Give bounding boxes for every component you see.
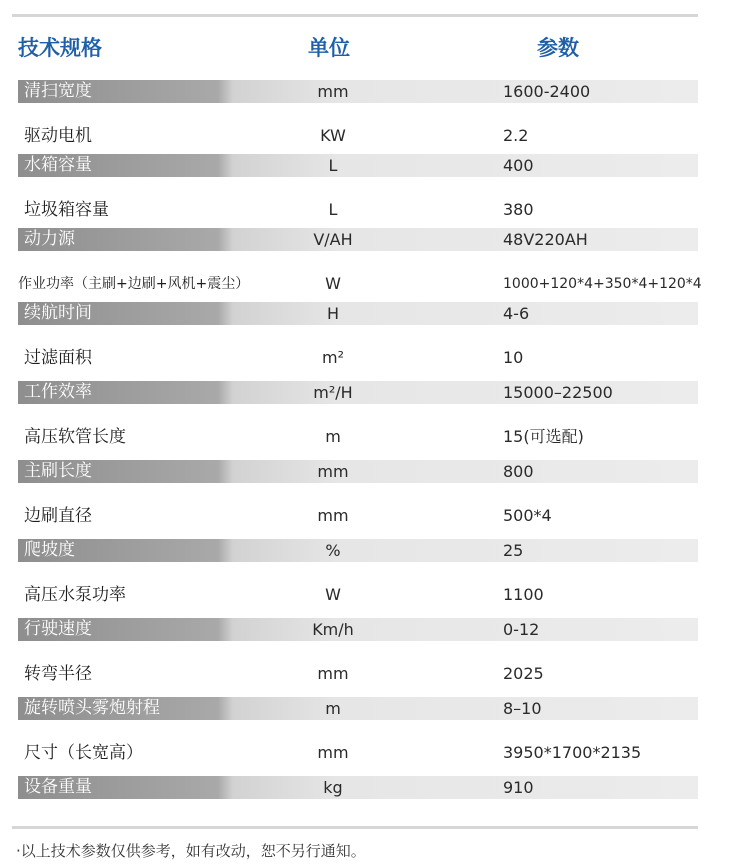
- row-name: 驱动电机: [24, 126, 92, 146]
- row-unit: mm: [317, 743, 349, 762]
- table-row: [0, 575, 742, 617]
- row-name: 转弯半径: [24, 664, 92, 684]
- table-row: [0, 380, 742, 417]
- table-row: [0, 116, 742, 153]
- table-row: [0, 190, 742, 227]
- row-name: 高压软管长度: [24, 427, 126, 447]
- row-value: 1100: [503, 585, 544, 604]
- row-value: 8–10: [503, 699, 542, 718]
- table-row: [0, 654, 742, 696]
- row-value: 15000–22500: [503, 383, 613, 402]
- row-unit: H: [326, 304, 340, 323]
- row-value: 500*4: [503, 506, 552, 525]
- table-row: [0, 696, 742, 733]
- table-row: [0, 153, 742, 190]
- row-value: 3950*1700*2135: [503, 743, 642, 762]
- row-name: 边刷直径: [24, 506, 92, 526]
- row-name: 主刷长度: [24, 461, 92, 481]
- row-name: 高压水泵功率: [24, 585, 126, 605]
- row-name: 水箱容量: [24, 155, 92, 175]
- row-value: 0-12: [503, 620, 540, 639]
- header-spec: 技术规格: [18, 36, 102, 60]
- row-unit: mm: [317, 82, 349, 101]
- row-value: 1600-2400: [503, 82, 591, 101]
- header-param: 参数: [537, 36, 579, 60]
- row-name: 动力源: [24, 229, 75, 249]
- row-name: 旋转喷头雾炮射程: [24, 698, 160, 718]
- bottom-divider: [12, 826, 698, 829]
- table-header: [0, 28, 742, 64]
- row-name: 过滤面积: [24, 348, 92, 368]
- row-name: 尺寸（长宽高）: [24, 743, 143, 763]
- row-value: 15(可选配): [503, 427, 584, 446]
- row-value: 2.2: [503, 126, 529, 145]
- table-row: [0, 79, 742, 116]
- row-name: 清扫宽度: [24, 81, 92, 101]
- table-row: [0, 227, 742, 264]
- footnote: ·以上技术参数仅供参考，如有改动，恕不另行通知。: [16, 842, 366, 860]
- row-value: 910: [503, 778, 534, 797]
- row-name: 续航时间: [24, 303, 92, 323]
- table-row: [0, 617, 742, 654]
- row-unit: Km/h: [312, 620, 354, 639]
- row-value: 25: [503, 541, 524, 560]
- row-value: 1000+120*4+350*4+120*4: [503, 276, 702, 292]
- table-row: [0, 538, 742, 575]
- row-unit: mm: [317, 506, 349, 525]
- row-name: 垃圾箱容量: [24, 200, 109, 220]
- row-value: 380: [503, 200, 534, 219]
- row-unit: m: [325, 427, 341, 446]
- row-unit: mm: [317, 664, 349, 683]
- table-row: [0, 775, 742, 812]
- row-unit: L: [328, 200, 338, 219]
- row-unit: KW: [320, 126, 346, 145]
- row-value: 10: [503, 348, 524, 367]
- row-value: 48V220AH: [503, 230, 588, 249]
- table-row: [0, 733, 742, 775]
- table-row: [0, 338, 742, 380]
- table-row: [0, 417, 742, 459]
- table-row: [0, 459, 742, 496]
- row-value: 2025: [503, 664, 544, 683]
- row-unit: m: [325, 699, 341, 718]
- table-row: [0, 264, 742, 301]
- row-unit: mm: [317, 462, 349, 481]
- header-unit: 单位: [308, 36, 350, 60]
- row-unit: kg: [323, 778, 343, 797]
- top-divider: [12, 14, 698, 17]
- row-unit: m²/H: [313, 383, 353, 402]
- spec-table: [0, 79, 742, 812]
- table-row: [0, 301, 742, 338]
- row-name: 作业功率（主刷+边刷+风机+震尘）: [18, 276, 250, 292]
- row-name: 工作效率: [24, 382, 92, 402]
- row-name: 设备重量: [24, 777, 92, 797]
- table-row: [0, 496, 742, 538]
- row-name: 爬坡度: [24, 540, 75, 560]
- row-unit: m²: [322, 348, 344, 367]
- row-unit: V/AH: [313, 230, 353, 249]
- row-name: 行驶速度: [24, 619, 92, 639]
- row-unit: W: [325, 274, 341, 293]
- row-value: 4-6: [503, 304, 530, 323]
- row-unit: %: [325, 541, 341, 560]
- row-value: 400: [503, 156, 534, 175]
- row-unit: W: [325, 585, 341, 604]
- row-value: 800: [503, 462, 534, 481]
- row-unit: L: [328, 156, 338, 175]
